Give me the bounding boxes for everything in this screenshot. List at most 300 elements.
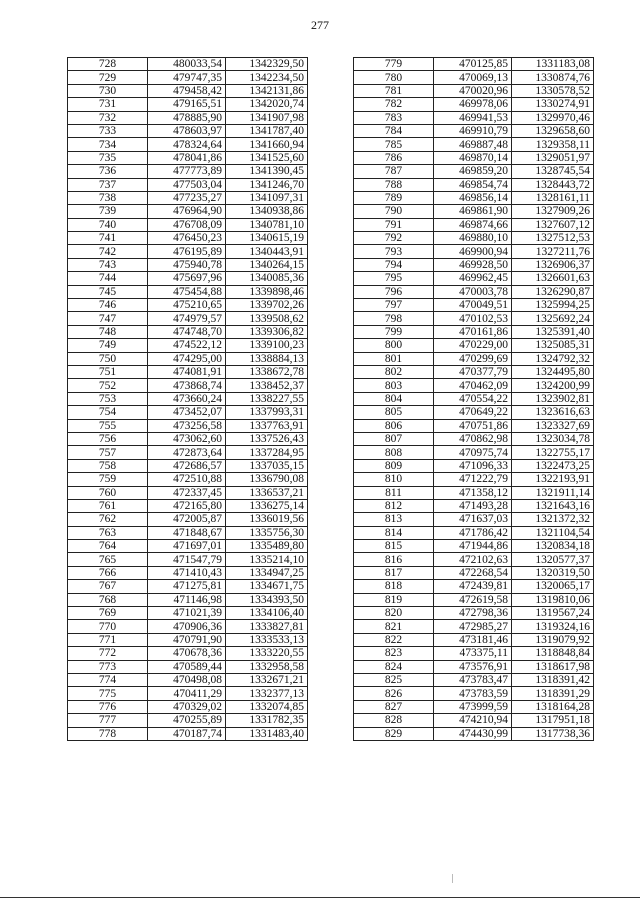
y-coordinate-cell: 1341246,70 — [226, 178, 308, 191]
table-row — [68, 272, 308, 285]
x-coordinate-cell: 471146,98 — [148, 593, 226, 606]
x-coordinate-cell: 469854,74 — [434, 178, 512, 191]
table-row — [68, 526, 308, 539]
x-coordinate-cell: 472873,64 — [148, 446, 226, 459]
x-coordinate-cell: 470329,02 — [148, 700, 226, 713]
table-row — [68, 352, 308, 365]
x-coordinate-cell: 475210,65 — [148, 299, 226, 312]
point-number-cell: 790 — [354, 205, 434, 218]
x-coordinate-cell: 469900,94 — [434, 245, 512, 258]
table-row — [68, 687, 308, 700]
point-number-cell: 743 — [68, 258, 148, 271]
y-coordinate-cell: 1338227,55 — [226, 392, 308, 405]
x-coordinate-cell: 469887,48 — [434, 138, 512, 151]
point-number-cell: 802 — [354, 365, 434, 378]
x-coordinate-cell: 470377,79 — [434, 365, 512, 378]
x-coordinate-cell: 469880,10 — [434, 232, 512, 245]
point-number-cell: 738 — [68, 191, 148, 204]
table-row — [68, 325, 308, 338]
point-number-cell: 787 — [354, 165, 434, 178]
point-number-cell: 794 — [354, 258, 434, 271]
table-row — [68, 459, 308, 472]
y-coordinate-cell: 1335489,80 — [226, 540, 308, 553]
table-row — [354, 58, 594, 71]
coordinates-table-right — [353, 57, 594, 741]
y-coordinate-cell: 1337284,95 — [226, 446, 308, 459]
y-coordinate-cell: 1333220,55 — [226, 647, 308, 660]
x-coordinate-cell: 470255,89 — [148, 714, 226, 727]
point-number-cell: 739 — [68, 205, 148, 218]
y-coordinate-cell: 1320577,37 — [512, 553, 594, 566]
table-row — [68, 205, 308, 218]
y-coordinate-cell: 1322193,91 — [512, 473, 594, 486]
x-coordinate-cell: 479458,42 — [148, 84, 226, 97]
x-coordinate-cell: 471637,03 — [434, 513, 512, 526]
y-coordinate-cell: 1323034,78 — [512, 432, 594, 445]
x-coordinate-cell: 470554,22 — [434, 392, 512, 405]
x-coordinate-cell: 470649,22 — [434, 406, 512, 419]
x-coordinate-cell: 472268,54 — [434, 566, 512, 579]
point-number-cell: 748 — [68, 325, 148, 338]
table-row — [68, 339, 308, 352]
table-row — [354, 540, 594, 553]
x-coordinate-cell: 473375,11 — [434, 647, 512, 660]
point-number-cell: 768 — [68, 593, 148, 606]
y-coordinate-cell: 1321104,54 — [512, 526, 594, 539]
y-coordinate-cell: 1329051,97 — [512, 151, 594, 164]
y-coordinate-cell: 1325994,25 — [512, 299, 594, 312]
point-number-cell: 782 — [354, 98, 434, 111]
x-coordinate-cell: 471410,43 — [148, 566, 226, 579]
point-number-cell: 731 — [68, 98, 148, 111]
y-coordinate-cell: 1342234,50 — [226, 71, 308, 84]
point-number-cell: 820 — [354, 607, 434, 620]
x-coordinate-cell: 470751,86 — [434, 419, 512, 432]
table-row — [68, 540, 308, 553]
point-number-cell: 740 — [68, 218, 148, 231]
y-coordinate-cell: 1328745,54 — [512, 165, 594, 178]
point-number-cell: 746 — [68, 299, 148, 312]
x-coordinate-cell: 473999,59 — [434, 700, 512, 713]
x-coordinate-cell: 471786,42 — [434, 526, 512, 539]
y-coordinate-cell: 1332958,58 — [226, 660, 308, 673]
table-row — [354, 526, 594, 539]
point-number-cell: 792 — [354, 232, 434, 245]
y-coordinate-cell: 1331782,35 — [226, 714, 308, 727]
point-number-cell: 805 — [354, 406, 434, 419]
y-coordinate-cell: 1318391,42 — [512, 673, 594, 686]
table-row — [68, 580, 308, 593]
table-row — [354, 580, 594, 593]
y-coordinate-cell: 1321372,32 — [512, 513, 594, 526]
x-coordinate-cell: 470102,53 — [434, 312, 512, 325]
point-number-cell: 759 — [68, 473, 148, 486]
table-row — [354, 165, 594, 178]
point-number-cell: 814 — [354, 526, 434, 539]
table-row — [68, 124, 308, 137]
point-number-cell: 775 — [68, 687, 148, 700]
x-coordinate-cell: 473868,74 — [148, 379, 226, 392]
y-coordinate-cell: 1341660,94 — [226, 138, 308, 151]
table-row — [354, 379, 594, 392]
coordinates-table-left — [67, 57, 308, 741]
x-coordinate-cell: 474748,70 — [148, 325, 226, 338]
y-coordinate-cell: 1338452,37 — [226, 379, 308, 392]
x-coordinate-cell: 478885,90 — [148, 111, 226, 124]
y-coordinate-cell: 1320065,17 — [512, 580, 594, 593]
x-coordinate-cell: 474430,99 — [434, 727, 512, 740]
table-row — [354, 71, 594, 84]
point-number-cell: 803 — [354, 379, 434, 392]
x-coordinate-cell: 470678,36 — [148, 647, 226, 660]
table-row — [68, 58, 308, 71]
table-row — [354, 499, 594, 512]
table-row — [354, 138, 594, 151]
x-coordinate-cell: 472510,88 — [148, 473, 226, 486]
table-row — [354, 459, 594, 472]
x-coordinate-cell: 471944,86 — [434, 540, 512, 553]
x-coordinate-cell: 469859,20 — [434, 165, 512, 178]
point-number-cell: 781 — [354, 84, 434, 97]
x-coordinate-cell: 469910,79 — [434, 124, 512, 137]
x-coordinate-cell: 476708,09 — [148, 218, 226, 231]
point-number-cell: 767 — [68, 580, 148, 593]
x-coordinate-cell: 470589,44 — [148, 660, 226, 673]
point-number-cell: 809 — [354, 459, 434, 472]
table-row — [354, 419, 594, 432]
x-coordinate-cell: 475697,96 — [148, 272, 226, 285]
table-row — [68, 285, 308, 298]
table-row — [68, 138, 308, 151]
point-number-cell: 735 — [68, 151, 148, 164]
y-coordinate-cell: 1323902,81 — [512, 392, 594, 405]
y-coordinate-cell: 1339702,26 — [226, 299, 308, 312]
table-row — [354, 406, 594, 419]
y-coordinate-cell: 1339508,62 — [226, 312, 308, 325]
x-coordinate-cell: 471493,28 — [434, 499, 512, 512]
y-coordinate-cell: 1327607,12 — [512, 218, 594, 231]
x-coordinate-cell: 470229,00 — [434, 339, 512, 352]
point-number-cell: 827 — [354, 700, 434, 713]
point-number-cell: 755 — [68, 419, 148, 432]
point-number-cell: 783 — [354, 111, 434, 124]
table-row — [68, 379, 308, 392]
point-number-cell: 730 — [68, 84, 148, 97]
table-row — [68, 419, 308, 432]
table-row — [68, 553, 308, 566]
y-coordinate-cell: 1329658,60 — [512, 124, 594, 137]
point-number-cell: 818 — [354, 580, 434, 593]
y-coordinate-cell: 1328161,11 — [512, 191, 594, 204]
x-coordinate-cell: 470462,09 — [434, 379, 512, 392]
y-coordinate-cell: 1337526,43 — [226, 432, 308, 445]
y-coordinate-cell: 1324200,99 — [512, 379, 594, 392]
table-row — [68, 620, 308, 633]
x-coordinate-cell: 473660,24 — [148, 392, 226, 405]
y-coordinate-cell: 1318164,28 — [512, 700, 594, 713]
y-coordinate-cell: 1339898,46 — [226, 285, 308, 298]
x-coordinate-cell: 470791,90 — [148, 633, 226, 646]
table-row — [354, 593, 594, 606]
point-number-cell: 791 — [354, 218, 434, 231]
y-coordinate-cell: 1340781,10 — [226, 218, 308, 231]
y-coordinate-cell: 1326601,63 — [512, 272, 594, 285]
y-coordinate-cell: 1324495,80 — [512, 365, 594, 378]
table-row — [68, 98, 308, 111]
point-number-cell: 777 — [68, 714, 148, 727]
y-coordinate-cell: 1340264,15 — [226, 258, 308, 271]
point-number-cell: 745 — [68, 285, 148, 298]
x-coordinate-cell: 476964,90 — [148, 205, 226, 218]
y-coordinate-cell: 1322755,17 — [512, 446, 594, 459]
y-coordinate-cell: 1330274,91 — [512, 98, 594, 111]
table-row — [68, 165, 308, 178]
table-row — [68, 365, 308, 378]
point-number-cell: 796 — [354, 285, 434, 298]
x-coordinate-cell: 473576,91 — [434, 660, 512, 673]
x-coordinate-cell: 471021,39 — [148, 607, 226, 620]
x-coordinate-cell: 470862,98 — [434, 432, 512, 445]
y-coordinate-cell: 1337035,15 — [226, 459, 308, 472]
point-number-cell: 770 — [68, 620, 148, 633]
x-coordinate-cell: 471848,67 — [148, 526, 226, 539]
y-coordinate-cell: 1322473,25 — [512, 459, 594, 472]
footer-rule — [0, 897, 640, 898]
y-coordinate-cell: 1331483,40 — [226, 727, 308, 740]
x-coordinate-cell: 470498,08 — [148, 673, 226, 686]
y-coordinate-cell: 1336790,08 — [226, 473, 308, 486]
y-coordinate-cell: 1320834,18 — [512, 540, 594, 553]
table-row — [354, 446, 594, 459]
y-coordinate-cell: 1339306,82 — [226, 325, 308, 338]
x-coordinate-cell: 475940,78 — [148, 258, 226, 271]
x-coordinate-cell: 470411,29 — [148, 687, 226, 700]
table-row — [354, 98, 594, 111]
x-coordinate-cell: 469962,45 — [434, 272, 512, 285]
y-coordinate-cell: 1340938,86 — [226, 205, 308, 218]
x-coordinate-cell: 470125,85 — [434, 58, 512, 71]
x-coordinate-cell: 470187,74 — [148, 727, 226, 740]
y-coordinate-cell: 1335214,10 — [226, 553, 308, 566]
x-coordinate-cell: 480033,54 — [148, 58, 226, 71]
point-number-cell: 828 — [354, 714, 434, 727]
point-number-cell: 824 — [354, 660, 434, 673]
y-coordinate-cell: 1327512,53 — [512, 232, 594, 245]
table-row — [68, 607, 308, 620]
y-coordinate-cell: 1319079,92 — [512, 633, 594, 646]
table-row — [354, 473, 594, 486]
table-row — [68, 84, 308, 97]
point-number-cell: 784 — [354, 124, 434, 137]
x-coordinate-cell: 474522,12 — [148, 339, 226, 352]
x-coordinate-cell: 469941,53 — [434, 111, 512, 124]
table-row — [68, 486, 308, 499]
table-row — [354, 513, 594, 526]
point-number-cell: 751 — [68, 365, 148, 378]
x-coordinate-cell: 471358,12 — [434, 486, 512, 499]
y-coordinate-cell: 1341787,40 — [226, 124, 308, 137]
point-number-cell: 729 — [68, 71, 148, 84]
table-row — [354, 647, 594, 660]
point-number-cell: 754 — [68, 406, 148, 419]
table-row — [68, 446, 308, 459]
point-number-cell: 734 — [68, 138, 148, 151]
x-coordinate-cell: 473181,46 — [434, 633, 512, 646]
y-coordinate-cell: 1328443,72 — [512, 178, 594, 191]
table-row — [354, 124, 594, 137]
x-coordinate-cell: 470906,36 — [148, 620, 226, 633]
y-coordinate-cell: 1340443,91 — [226, 245, 308, 258]
point-number-cell: 747 — [68, 312, 148, 325]
point-number-cell: 808 — [354, 446, 434, 459]
point-number-cell: 780 — [354, 71, 434, 84]
y-coordinate-cell: 1330874,76 — [512, 71, 594, 84]
table-row — [354, 232, 594, 245]
y-coordinate-cell: 1330578,52 — [512, 84, 594, 97]
y-coordinate-cell: 1340085,36 — [226, 272, 308, 285]
y-coordinate-cell: 1327211,76 — [512, 245, 594, 258]
y-coordinate-cell: 1334393,50 — [226, 593, 308, 606]
y-coordinate-cell: 1326290,87 — [512, 285, 594, 298]
y-coordinate-cell: 1341525,60 — [226, 151, 308, 164]
x-coordinate-cell: 478324,64 — [148, 138, 226, 151]
y-coordinate-cell: 1333827,81 — [226, 620, 308, 633]
x-coordinate-cell: 477503,04 — [148, 178, 226, 191]
x-coordinate-cell: 470020,96 — [434, 84, 512, 97]
x-coordinate-cell: 477773,89 — [148, 165, 226, 178]
point-number-cell: 752 — [68, 379, 148, 392]
table-row — [354, 714, 594, 727]
x-coordinate-cell: 474081,91 — [148, 365, 226, 378]
y-coordinate-cell: 1319324,16 — [512, 620, 594, 633]
table-row — [354, 660, 594, 673]
table-row — [354, 285, 594, 298]
y-coordinate-cell: 1341390,45 — [226, 165, 308, 178]
table-row — [354, 325, 594, 338]
point-number-cell: 732 — [68, 111, 148, 124]
table-row — [68, 178, 308, 191]
y-coordinate-cell: 1337993,31 — [226, 406, 308, 419]
x-coordinate-cell: 469978,06 — [434, 98, 512, 111]
point-number-cell: 757 — [68, 446, 148, 459]
x-coordinate-cell: 471697,01 — [148, 540, 226, 553]
table-row — [354, 633, 594, 646]
y-coordinate-cell: 1327909,26 — [512, 205, 594, 218]
y-coordinate-cell: 1332074,85 — [226, 700, 308, 713]
point-number-cell: 821 — [354, 620, 434, 633]
y-coordinate-cell: 1331183,08 — [512, 58, 594, 71]
table-row — [68, 232, 308, 245]
table-row — [68, 151, 308, 164]
x-coordinate-cell: 478041,86 — [148, 151, 226, 164]
x-coordinate-cell: 469856,14 — [434, 191, 512, 204]
table-row — [68, 727, 308, 740]
x-coordinate-cell: 472985,27 — [434, 620, 512, 633]
table-row — [68, 513, 308, 526]
x-coordinate-cell: 469861,90 — [434, 205, 512, 218]
point-number-cell: 815 — [354, 540, 434, 553]
point-number-cell: 823 — [354, 647, 434, 660]
table-row — [354, 151, 594, 164]
y-coordinate-cell: 1342329,50 — [226, 58, 308, 71]
y-coordinate-cell: 1319567,24 — [512, 607, 594, 620]
x-coordinate-cell: 474295,00 — [148, 352, 226, 365]
y-coordinate-cell: 1320319,50 — [512, 566, 594, 579]
table-row — [68, 392, 308, 405]
point-number-cell: 779 — [354, 58, 434, 71]
x-coordinate-cell: 471096,33 — [434, 459, 512, 472]
point-number-cell: 788 — [354, 178, 434, 191]
point-number-cell: 776 — [68, 700, 148, 713]
table-row — [68, 432, 308, 445]
table-row — [354, 245, 594, 258]
point-number-cell: 764 — [68, 540, 148, 553]
table-row — [68, 633, 308, 646]
y-coordinate-cell: 1334106,40 — [226, 607, 308, 620]
point-number-cell: 736 — [68, 165, 148, 178]
y-coordinate-cell: 1318391,29 — [512, 687, 594, 700]
x-coordinate-cell: 473452,07 — [148, 406, 226, 419]
table-row — [68, 473, 308, 486]
point-number-cell: 806 — [354, 419, 434, 432]
y-coordinate-cell: 1326906,37 — [512, 258, 594, 271]
table-row — [68, 714, 308, 727]
y-coordinate-cell: 1323327,69 — [512, 419, 594, 432]
point-number-cell: 812 — [354, 499, 434, 512]
y-coordinate-cell: 1338672,78 — [226, 365, 308, 378]
point-number-cell: 772 — [68, 647, 148, 660]
point-number-cell: 758 — [68, 459, 148, 472]
table-row — [354, 312, 594, 325]
y-coordinate-cell: 1321643,16 — [512, 499, 594, 512]
point-number-cell: 760 — [68, 486, 148, 499]
point-number-cell: 762 — [68, 513, 148, 526]
point-number-cell: 750 — [68, 352, 148, 365]
table-row — [354, 392, 594, 405]
point-number-cell: 793 — [354, 245, 434, 258]
table-row — [68, 700, 308, 713]
table-row — [354, 607, 594, 620]
y-coordinate-cell: 1319810,06 — [512, 593, 594, 606]
y-coordinate-cell: 1333533,13 — [226, 633, 308, 646]
table-row — [354, 486, 594, 499]
y-coordinate-cell: 1318617,98 — [512, 660, 594, 673]
point-number-cell: 816 — [354, 553, 434, 566]
x-coordinate-cell: 470161,86 — [434, 325, 512, 338]
y-coordinate-cell: 1329358,11 — [512, 138, 594, 151]
x-coordinate-cell: 469928,50 — [434, 258, 512, 271]
x-coordinate-cell: 478603,97 — [148, 124, 226, 137]
point-number-cell: 786 — [354, 151, 434, 164]
y-coordinate-cell: 1341907,98 — [226, 111, 308, 124]
point-number-cell: 774 — [68, 673, 148, 686]
x-coordinate-cell: 472619,58 — [434, 593, 512, 606]
point-number-cell: 756 — [68, 432, 148, 445]
x-coordinate-cell: 476450,23 — [148, 232, 226, 245]
x-coordinate-cell: 479165,51 — [148, 98, 226, 111]
x-coordinate-cell: 473783,59 — [434, 687, 512, 700]
y-coordinate-cell: 1325692,24 — [512, 312, 594, 325]
y-coordinate-cell: 1329970,46 — [512, 111, 594, 124]
table-row — [354, 553, 594, 566]
x-coordinate-cell: 471275,81 — [148, 580, 226, 593]
table-row — [354, 205, 594, 218]
x-coordinate-cell: 471222,79 — [434, 473, 512, 486]
x-coordinate-cell: 472005,87 — [148, 513, 226, 526]
point-number-cell: 741 — [68, 232, 148, 245]
point-number-cell: 728 — [68, 58, 148, 71]
y-coordinate-cell: 1335756,30 — [226, 526, 308, 539]
